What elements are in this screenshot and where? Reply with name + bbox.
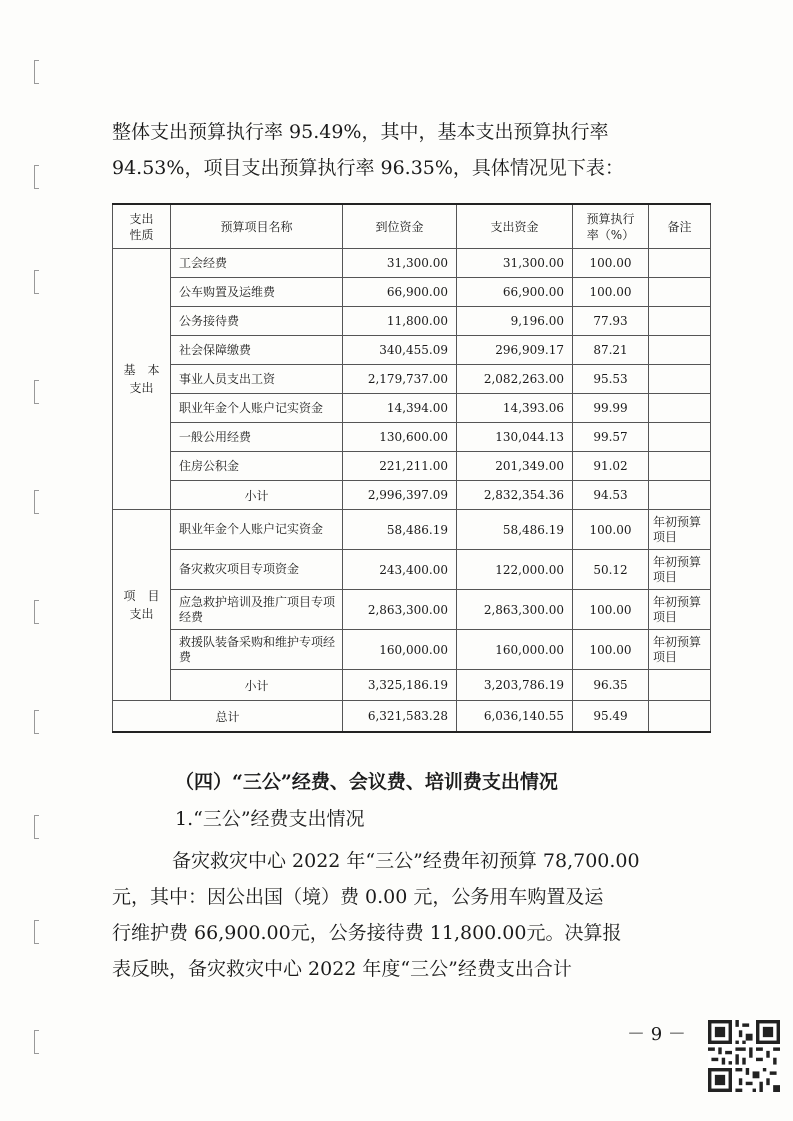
body-line: 备灾救灾中心 2022 年“三公”经费年初预算 78,700.00 bbox=[172, 850, 640, 872]
item-name: 职业年金个人账户记实资金 bbox=[171, 510, 343, 550]
remarks bbox=[649, 394, 711, 423]
item-name: 住房公积金 bbox=[171, 452, 343, 481]
item-name: 职业年金个人账户记实资金 bbox=[171, 394, 343, 423]
binding-mark bbox=[34, 270, 39, 294]
remarks bbox=[649, 249, 711, 278]
remarks bbox=[649, 701, 711, 733]
funds-spent: 160,000.00 bbox=[457, 630, 573, 670]
execution-rate: 87.21 bbox=[573, 336, 649, 365]
intro-paragraph bbox=[112, 114, 687, 186]
funds-received: 340,455.09 bbox=[343, 336, 457, 365]
binding-mark bbox=[34, 710, 39, 734]
header-funds-spent: 支出资金 bbox=[457, 204, 573, 249]
body-line: 表反映，备灾救灾中心 2022 年度“三公”经费支出合计 bbox=[112, 958, 572, 980]
funds-received: 160,000.00 bbox=[343, 630, 457, 670]
funds-spent: 296,909.17 bbox=[457, 336, 573, 365]
funds-received: 130,600.00 bbox=[343, 423, 457, 452]
execution-rate: 77.93 bbox=[573, 307, 649, 336]
remarks bbox=[649, 365, 711, 394]
header-execution-rate: 预算执行 率（%） bbox=[573, 204, 649, 249]
funds-spent: 2,832,354.36 bbox=[457, 481, 573, 510]
funds-received: 31,300.00 bbox=[343, 249, 457, 278]
table-row bbox=[113, 307, 711, 336]
section-heading: （四）“三公”经费、会议费、培训费支出情况 bbox=[175, 771, 558, 793]
table-row bbox=[113, 423, 711, 452]
funds-received: 6,321,583.28 bbox=[343, 701, 457, 733]
binding-mark bbox=[34, 490, 39, 514]
table-row bbox=[113, 249, 711, 278]
binding-mark bbox=[34, 920, 39, 944]
binding-mark bbox=[34, 1030, 39, 1054]
item-name: 工会经费 bbox=[171, 249, 343, 278]
remarks bbox=[649, 452, 711, 481]
table-row bbox=[113, 452, 711, 481]
execution-rate: 91.02 bbox=[573, 452, 649, 481]
table-row bbox=[113, 550, 711, 590]
remarks: 年初预算项目 bbox=[649, 550, 711, 590]
total-label: 总计 bbox=[113, 701, 343, 733]
funds-received: 2,996,397.09 bbox=[343, 481, 457, 510]
sub-heading: 1.“三公”经费支出情况 bbox=[175, 808, 365, 830]
binding-mark bbox=[34, 165, 39, 189]
table-row bbox=[113, 630, 711, 670]
page-number: － 9 － bbox=[627, 1024, 686, 1045]
execution-rate: 100.00 bbox=[573, 630, 649, 670]
remarks bbox=[649, 481, 711, 510]
funds-spent: 3,203,786.19 bbox=[457, 670, 573, 701]
execution-rate: 100.00 bbox=[573, 278, 649, 307]
item-name: 备灾救灾项目专项资金 bbox=[171, 550, 343, 590]
funds-received: 14,394.00 bbox=[343, 394, 457, 423]
funds-received: 66,900.00 bbox=[343, 278, 457, 307]
execution-rate: 50.12 bbox=[573, 550, 649, 590]
binding-mark bbox=[34, 380, 39, 404]
budget-execution-table bbox=[112, 203, 711, 733]
header-item-name: 预算项目名称 bbox=[171, 204, 343, 249]
category-basic-expenditure: 基 本 支出 bbox=[113, 249, 171, 510]
item-name: 应急救护培训及推广项目专项经费 bbox=[171, 590, 343, 630]
item-name: 公车购置及运维费 bbox=[171, 278, 343, 307]
header-funds-received: 到位资金 bbox=[343, 204, 457, 249]
remarks bbox=[649, 423, 711, 452]
subtotal-label: 小计 bbox=[171, 481, 343, 510]
table-header-row bbox=[113, 204, 711, 249]
total-row bbox=[113, 701, 711, 733]
item-name: 公务接待费 bbox=[171, 307, 343, 336]
funds-spent: 6,036,140.55 bbox=[457, 701, 573, 733]
item-name: 救援队装备采购和维护专项经费 bbox=[171, 630, 343, 670]
funds-received: 2,179,737.00 bbox=[343, 365, 457, 394]
funds-received: 221,211.00 bbox=[343, 452, 457, 481]
funds-received: 58,486.19 bbox=[343, 510, 457, 550]
subtotal-label: 小计 bbox=[171, 670, 343, 701]
remarks: 年初预算项目 bbox=[649, 590, 711, 630]
item-name: 事业人员支出工资 bbox=[171, 365, 343, 394]
binding-mark bbox=[34, 60, 39, 84]
execution-rate: 95.53 bbox=[573, 365, 649, 394]
table-row bbox=[113, 394, 711, 423]
body-line: 行维护费 66,900.00元，公务接待费 11,800.00元。决算报 bbox=[112, 922, 622, 944]
funds-spent: 2,082,263.00 bbox=[457, 365, 573, 394]
funds-spent: 31,300.00 bbox=[457, 249, 573, 278]
remarks: 年初预算项目 bbox=[649, 630, 711, 670]
funds-received: 3,325,186.19 bbox=[343, 670, 457, 701]
funds-spent: 130,044.13 bbox=[457, 423, 573, 452]
subtotal-row bbox=[113, 481, 711, 510]
execution-rate: 94.53 bbox=[573, 481, 649, 510]
subtotal-row bbox=[113, 670, 711, 701]
remarks bbox=[649, 336, 711, 365]
execution-rate: 96.35 bbox=[573, 670, 649, 701]
table-row bbox=[113, 510, 711, 550]
funds-received: 11,800.00 bbox=[343, 307, 457, 336]
remarks bbox=[649, 278, 711, 307]
execution-rate: 99.99 bbox=[573, 394, 649, 423]
funds-spent: 201,349.00 bbox=[457, 452, 573, 481]
item-name: 社会保障缴费 bbox=[171, 336, 343, 365]
funds-spent: 14,393.06 bbox=[457, 394, 573, 423]
body-line: 元，其中：因公出国（境）费 0.00 元，公务用车购置及运 bbox=[112, 886, 604, 908]
header-expenditure-type: 支出 性质 bbox=[113, 204, 171, 249]
header-remarks: 备注 bbox=[649, 204, 711, 249]
funds-spent: 2,863,300.00 bbox=[457, 590, 573, 630]
remarks bbox=[649, 307, 711, 336]
binding-mark bbox=[34, 815, 39, 839]
funds-spent: 122,000.00 bbox=[457, 550, 573, 590]
remarks bbox=[649, 670, 711, 701]
funds-received: 2,863,300.00 bbox=[343, 590, 457, 630]
body-paragraph bbox=[112, 843, 687, 987]
execution-rate: 99.57 bbox=[573, 423, 649, 452]
funds-spent: 58,486.19 bbox=[457, 510, 573, 550]
execution-rate: 100.00 bbox=[573, 249, 649, 278]
execution-rate: 100.00 bbox=[573, 510, 649, 550]
intro-line: 整体支出预算执行率 95.49%，其中，基本支出预算执行率 bbox=[112, 121, 609, 143]
funds-received: 243,400.00 bbox=[343, 550, 457, 590]
execution-rate: 100.00 bbox=[573, 590, 649, 630]
table-row bbox=[113, 365, 711, 394]
binding-mark bbox=[34, 600, 39, 624]
execution-rate: 95.49 bbox=[573, 701, 649, 733]
table-row bbox=[113, 278, 711, 307]
funds-spent: 66,900.00 bbox=[457, 278, 573, 307]
table-row bbox=[113, 590, 711, 630]
intro-line: 94.53%，项目支出预算执行率 96.35%，具体情况见下表： bbox=[112, 157, 624, 179]
table-row bbox=[113, 336, 711, 365]
item-name: 一般公用经费 bbox=[171, 423, 343, 452]
category-project-expenditure: 项 目 支出 bbox=[113, 510, 171, 701]
qr-code-icon bbox=[708, 1020, 780, 1092]
funds-spent: 9,196.00 bbox=[457, 307, 573, 336]
remarks: 年初预算项目 bbox=[649, 510, 711, 550]
